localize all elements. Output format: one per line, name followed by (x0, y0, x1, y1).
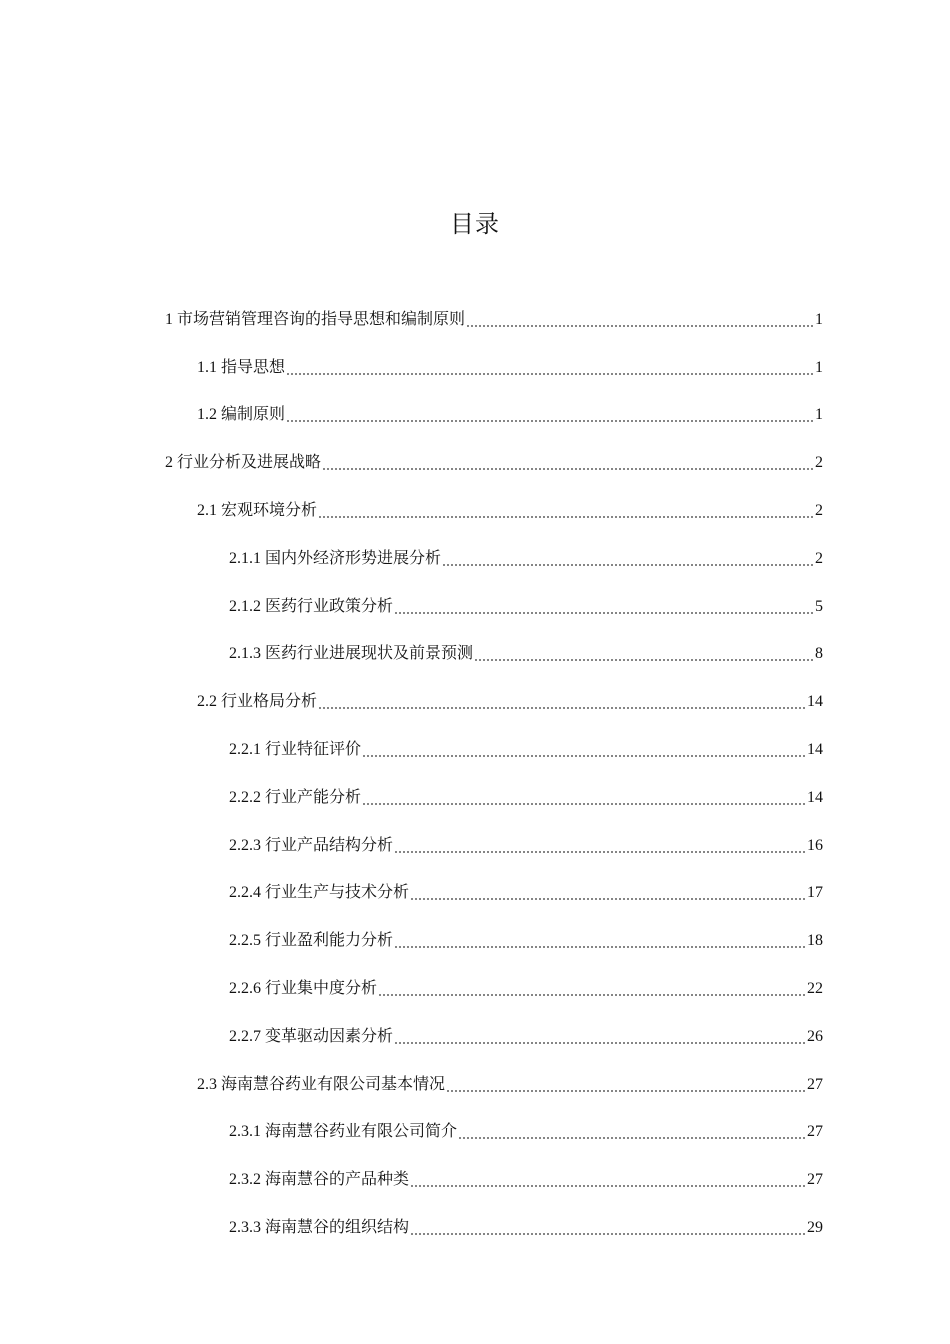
toc-title: 目录 (450, 210, 500, 238)
toc-entry-label: 2.3.1 海南慧谷药业有限公司简介 (229, 1123, 458, 1141)
toc-dot-leader (442, 549, 814, 569)
toc-entry-page-number: 14 (807, 741, 823, 759)
toc-entry-label: 2.2.1 行业特征评价 (229, 741, 362, 759)
toc-entry-label: 2.2 行业格局分析 (197, 693, 318, 711)
toc-entry-page-number: 1 (815, 406, 823, 424)
toc-dot-leader (458, 1122, 806, 1142)
toc-entry[interactable] (0, 487, 950, 535)
toc-entry[interactable] (0, 965, 950, 1013)
toc-dot-leader (322, 453, 814, 473)
toc-entry-page-number: 1 (815, 310, 823, 328)
toc-entry[interactable] (0, 439, 950, 487)
toc-entry-page-number: 27 (807, 1171, 823, 1189)
toc-entry-label: 2.3.2 海南慧谷的产品种类 (229, 1171, 410, 1189)
toc-entry-page-number: 18 (807, 932, 823, 950)
toc-entry-page-number: 2 (815, 549, 823, 567)
toc-dot-leader (362, 740, 806, 760)
toc-entry-page-number: 2 (815, 454, 823, 472)
toc-entry[interactable] (0, 678, 950, 726)
toc-entry[interactable] (0, 1013, 950, 1061)
toc-entry-page-number: 22 (807, 980, 823, 998)
toc-entry[interactable] (0, 583, 950, 631)
toc-dot-leader (394, 1027, 806, 1047)
toc-dot-leader (318, 501, 814, 521)
toc-entry-label: 2.2.2 行业产能分析 (229, 788, 362, 806)
toc-dot-leader (286, 358, 814, 378)
toc-entry-label: 2.3 海南慧谷药业有限公司基本情况 (197, 1075, 446, 1093)
toc-entry-page-number: 8 (815, 645, 823, 663)
toc-dot-leader (318, 692, 806, 712)
toc-entry-page-number: 14 (807, 788, 823, 806)
toc-dot-leader (410, 1170, 806, 1190)
toc-entry-label: 2 行业分析及进展战略 (165, 454, 322, 472)
toc-entry-page-number: 27 (807, 1123, 823, 1141)
toc-entry-page-number: 27 (807, 1075, 823, 1093)
toc-entry[interactable] (0, 822, 950, 870)
toc-entry-label: 1.1 指导思想 (197, 358, 286, 376)
toc-dot-leader (394, 597, 814, 617)
toc-entry[interactable] (0, 296, 950, 344)
toc-entry-label: 2.2.3 行业产品结构分析 (229, 836, 394, 854)
toc-entry-page-number: 2 (815, 502, 823, 520)
toc-dot-leader (474, 644, 814, 664)
toc-entry-label: 1.2 编制原则 (197, 406, 286, 424)
toc-entry-page-number: 17 (807, 884, 823, 902)
toc-dot-leader (286, 405, 814, 425)
toc-entry-label: 2.2.4 行业生产与技术分析 (229, 884, 410, 902)
toc-dot-leader (410, 1218, 806, 1238)
toc-entry-label: 2.1.3 医药行业进展现状及前景预测 (229, 645, 474, 663)
toc-entry[interactable] (0, 774, 950, 822)
toc-entry-page-number: 5 (815, 597, 823, 615)
toc-entry[interactable] (0, 344, 950, 392)
toc-entry-page-number: 1 (815, 358, 823, 376)
toc-entry-label: 1 市场营销管理咨询的指导思想和编制原则 (165, 310, 466, 328)
toc-entry[interactable] (0, 726, 950, 774)
table-of-contents (0, 296, 950, 1252)
toc-entry[interactable] (0, 870, 950, 918)
toc-entry-label: 2.2.6 行业集中度分析 (229, 980, 378, 998)
toc-entry-label: 2.3.3 海南慧谷的组织结构 (229, 1219, 410, 1237)
toc-dot-leader (394, 931, 806, 951)
toc-entry[interactable] (0, 392, 950, 440)
toc-entry-label: 2.2.5 行业盈利能力分析 (229, 932, 394, 950)
toc-entry[interactable] (0, 631, 950, 679)
toc-entry[interactable] (0, 1204, 950, 1252)
toc-entry[interactable] (0, 917, 950, 965)
toc-dot-leader (410, 883, 806, 903)
toc-dot-leader (446, 1075, 806, 1095)
toc-dot-leader (466, 310, 814, 330)
toc-entry-page-number: 26 (807, 1027, 823, 1045)
toc-entry[interactable] (0, 1109, 950, 1157)
toc-entry-label: 2.1.2 医药行业政策分析 (229, 597, 394, 615)
toc-entry-page-number: 14 (807, 693, 823, 711)
toc-dot-leader (378, 979, 806, 999)
toc-dot-leader (394, 836, 806, 856)
toc-dot-leader (362, 788, 806, 808)
toc-entry-label: 2.1.1 国内外经济形势进展分析 (229, 549, 442, 567)
toc-entry-page-number: 16 (807, 836, 823, 854)
toc-entry-label: 2.1 宏观环境分析 (197, 502, 318, 520)
toc-entry[interactable] (0, 1156, 950, 1204)
toc-entry[interactable] (0, 1061, 950, 1109)
toc-entry-label: 2.2.7 变革驱动因素分析 (229, 1027, 394, 1045)
toc-entry-page-number: 29 (807, 1219, 823, 1237)
toc-entry[interactable] (0, 535, 950, 583)
